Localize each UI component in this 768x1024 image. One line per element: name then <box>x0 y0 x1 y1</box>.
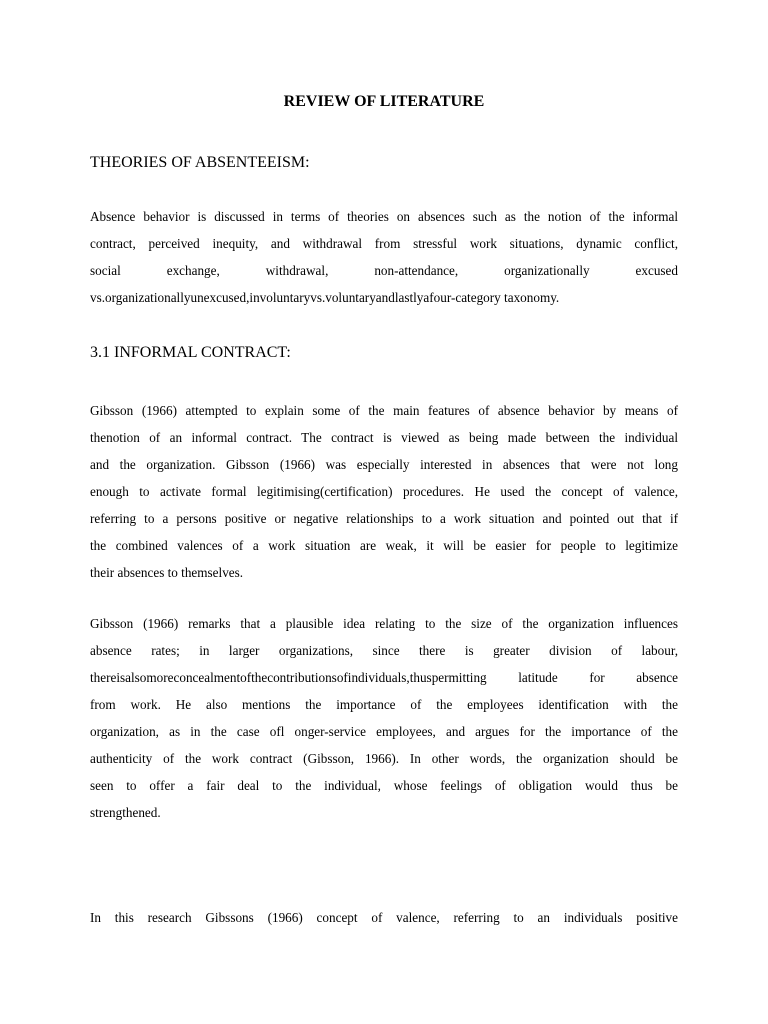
page-title: REVIEW OF LITERATURE <box>283 93 485 110</box>
paragraph-3 <box>90 904 678 931</box>
section-heading: THEORIES OF ABSENTEEISM: <box>90 154 310 171</box>
text-line: Gibsson (1966) remarks that a plausible idea relating to the size of the organization influences <box>90 616 678 631</box>
text-line: the combined valences of a work situation are weak, it will be easier for people to legitimize <box>90 538 678 553</box>
text-line: absence rates; in larger organizations, since there is greater division of labour, <box>90 643 678 658</box>
text-line: organization, as in the case ofl onger-service employees, and argues for the importance of the <box>90 724 678 739</box>
text-line: social exchange, withdrawal, non-attendance, organizationally excused <box>90 263 678 278</box>
text-line: strengthened. <box>90 805 161 820</box>
text-line: vs.organizationallyunexcused,involuntaryvs.voluntaryandlastlyafour-category taxonomy. <box>90 290 560 305</box>
text-line: seen to offer a fair deal to the individual, whose feelings of obligation would thus be <box>90 778 678 793</box>
text-line: Gibsson (1966) attempted to explain some of the main features of absence behavior by means of <box>90 403 678 418</box>
text-line: contract, perceived inequity, and withdrawal from stressful work situations, dynamic conflict, <box>90 236 678 251</box>
text-line: thereisalsomoreconcealmentofthecontributionsofindividuals,thuspermitting latitude for absence <box>90 670 678 685</box>
text-line: authenticity of the work contract (Gibsson, 1966). In other words, the organization should be <box>90 751 678 766</box>
text-line: referring to a persons positive or negative relationships to a work situation and pointed out that if <box>90 511 678 526</box>
text-line: from work. He also mentions the importance of the employees identification with the <box>90 697 678 712</box>
subsection-heading: 3.1 INFORMAL CONTRACT: <box>90 344 291 361</box>
text-line: their absences to themselves. <box>90 565 244 580</box>
text-line: In this research Gibssons (1966) concept of valence, referring to an individuals positive <box>90 910 678 925</box>
paragraph-2 <box>90 610 678 826</box>
text-line: Absence behavior is discussed in terms of theories on absences such as the notion of the informal <box>90 209 678 224</box>
text-line: enough to activate formal legitimising(certification) procedures. He used the concept of valence, <box>90 484 678 499</box>
text-line: thenotion of an informal contract. The contract is viewed as being made between the individual <box>90 430 678 445</box>
paragraph-1 <box>90 397 678 586</box>
text-line: and the organization. Gibsson (1966) was especially interested in absences that were not long <box>90 457 678 472</box>
intro-paragraph <box>90 203 678 311</box>
